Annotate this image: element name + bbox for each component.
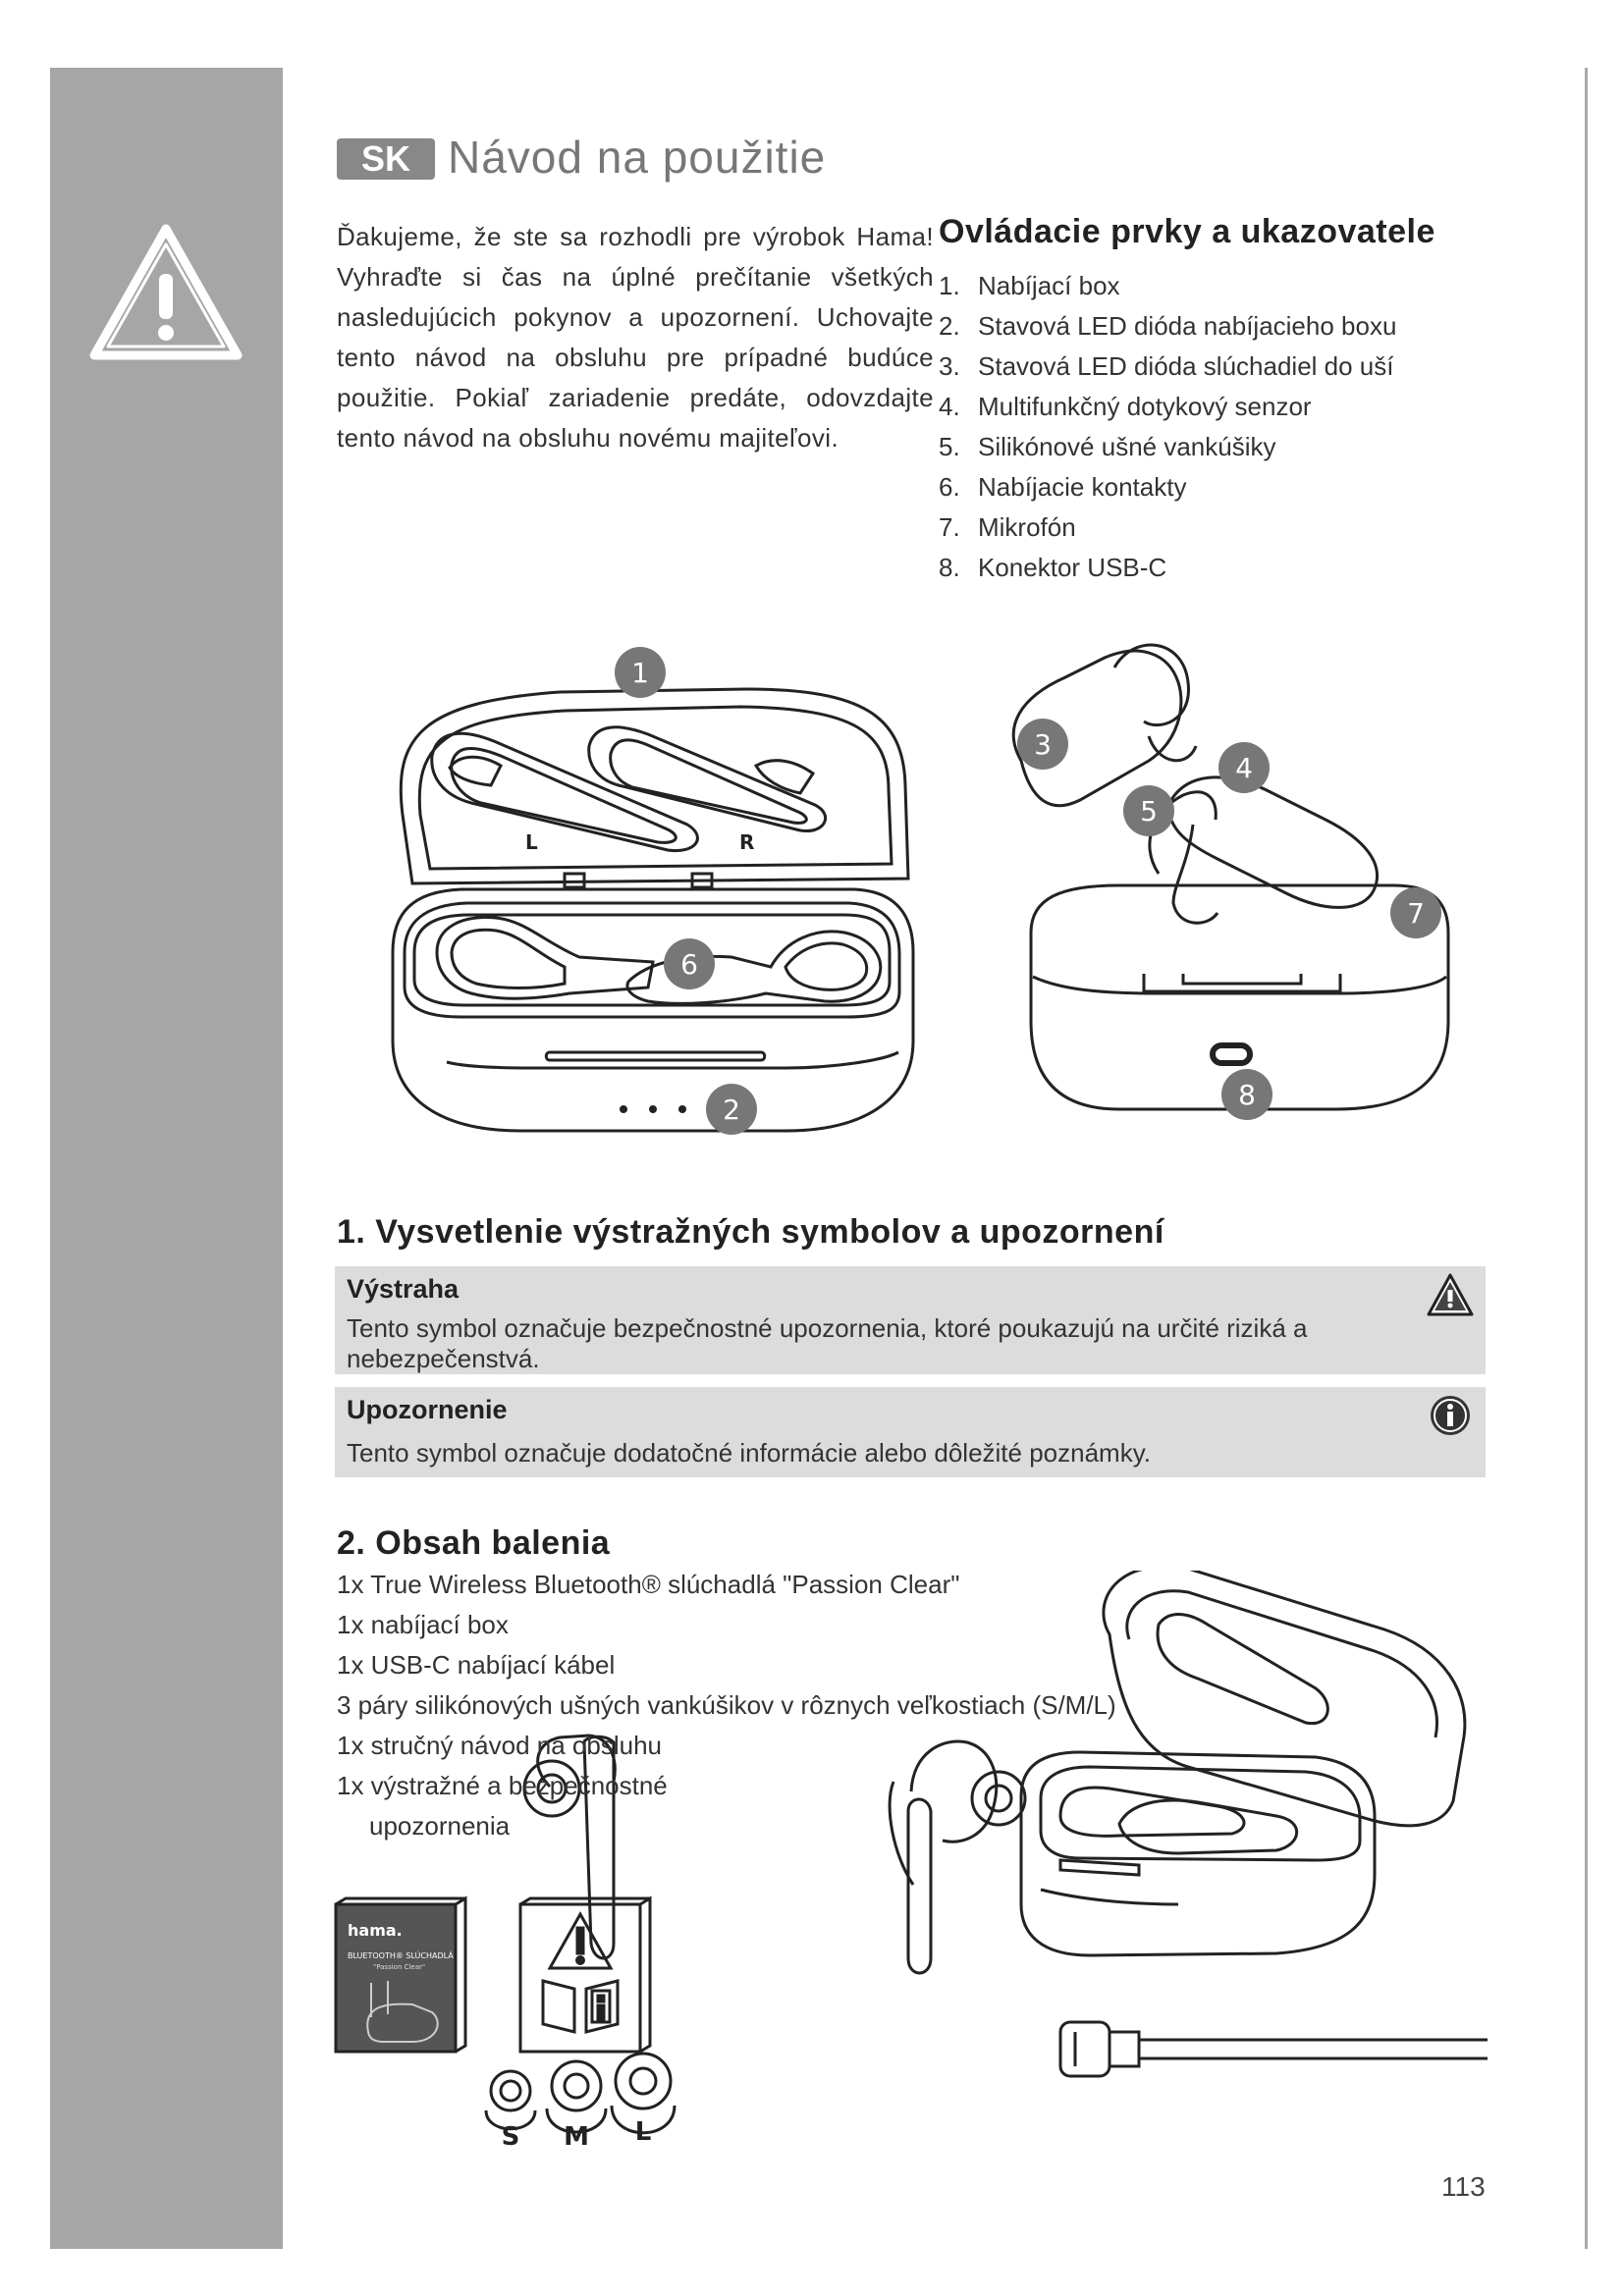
booklet-title: BLUETOOTH® SLÚCHADLÁ	[348, 1951, 454, 1960]
note-box	[335, 1387, 1486, 1477]
size-m: M	[564, 2122, 589, 2152]
list-item: 1x výstražné a bezpečnostné	[337, 1771, 668, 1800]
svg-text:8: 8	[1238, 1079, 1256, 1111]
product-diagram	[353, 628, 1453, 1178]
controls-item: 1. Nabíjací box	[939, 271, 1120, 300]
info-icon	[1427, 1393, 1474, 1438]
page-number: 113	[1441, 2171, 1486, 2202]
callout-2	[706, 1084, 757, 1135]
list-item: 1x nabíjací box	[337, 1610, 509, 1639]
svg-text:5: 5	[1140, 795, 1158, 828]
list-item: 1x USB-C nabíjací kábel	[337, 1650, 616, 1680]
list-item: 1x True Wireless Bluetooth® slúchadlá "Passion Clear"	[337, 1570, 960, 1599]
svg-text:6: 6	[680, 948, 698, 981]
controls-list	[939, 266, 1396, 588]
callout-7	[1390, 887, 1441, 938]
case-base	[393, 889, 913, 1131]
case-left-label: L	[525, 830, 538, 854]
intro-paragraph: Ďakujeme, že ste sa rozhodli pre výrobok Hama! Vyhraďte si čas na úplné prečítanie všetkých nasledujúcich pokynov a upozornení. Uchovajte tento návod na obsluhu pre prípadné budúce použitie. Pokiaľ zariadenie predáte, odovzdajte tento návod na obsluhu novému majiteľovi.	[337, 222, 934, 453]
list-item: 1x stručný návod na obsluhu	[337, 1731, 662, 1760]
svg-text:4: 4	[1235, 752, 1253, 784]
language-badge: SK	[337, 138, 435, 180]
package-contents-list	[337, 1565, 1116, 1846]
warning-label: Výstraha	[347, 1274, 460, 1304]
callout-1	[615, 647, 666, 698]
controls-item: 8. Konektor USB-C	[939, 553, 1167, 582]
controls-item: 5. Silikónové ušné vankúšiky	[939, 432, 1276, 461]
callout-8	[1221, 1069, 1272, 1120]
svg-text:3: 3	[1034, 728, 1052, 761]
callout-4	[1218, 742, 1270, 793]
callout-5	[1123, 785, 1174, 836]
side-band	[50, 68, 283, 2249]
controls-item: 6. Nabíjacie kontakty	[939, 472, 1187, 502]
controls-item: 7. Mikrofón	[939, 512, 1076, 542]
svg-text:1: 1	[631, 657, 649, 689]
controls-item: 3. Stavová LED dióda slúchadiel do uší	[939, 351, 1394, 381]
callout-6	[664, 938, 715, 989]
section2-heading: 2. Obsah balenia	[337, 1524, 611, 1562]
warning-triangle-icon	[86, 221, 245, 363]
warning-text: Tento symbol označuje bezpečnostné upozornenia, ktoré poukazujú na určité riziká a nebezpečenstvá.	[347, 1313, 1308, 1373]
warning-icon	[1427, 1272, 1474, 1317]
svg-text:2: 2	[723, 1094, 740, 1126]
size-l: L	[634, 2117, 652, 2147]
controls-item: 4. Multifunkčný dotykový senzor	[939, 392, 1312, 421]
svg-text:7: 7	[1407, 897, 1425, 930]
page-title: Návod na použitie	[448, 132, 827, 183]
warning-box	[335, 1266, 1486, 1374]
note-label: Upozornenie	[347, 1395, 508, 1424]
size-s: S	[501, 2122, 520, 2152]
case-right-label: R	[739, 830, 755, 854]
list-item: 3 páry silikónových ušných vankúšikov v rôznych veľkostiach (S/M/L)	[337, 1690, 1116, 1720]
callout-3	[1017, 719, 1068, 770]
booklet-subtitle: "Passion Clear"	[373, 1963, 426, 1971]
controls-item: 2. Stavová LED dióda nabíjacieho boxu	[939, 311, 1397, 341]
right-rule	[1585, 68, 1588, 2249]
controls-heading: Ovládacie prvky a ukazovatele	[939, 213, 1435, 250]
note-text: Tento symbol označuje dodatočné informácie alebo dôležité poznámky.	[347, 1438, 1151, 1468]
section1-heading: 1. Vysvetlenie výstražných symbolov a upozornení	[337, 1213, 1164, 1251]
booklet-brand: hama.	[348, 1921, 403, 1940]
warning-booklet-icons	[543, 1914, 618, 2032]
list-item: upozornenia	[369, 1811, 511, 1841]
